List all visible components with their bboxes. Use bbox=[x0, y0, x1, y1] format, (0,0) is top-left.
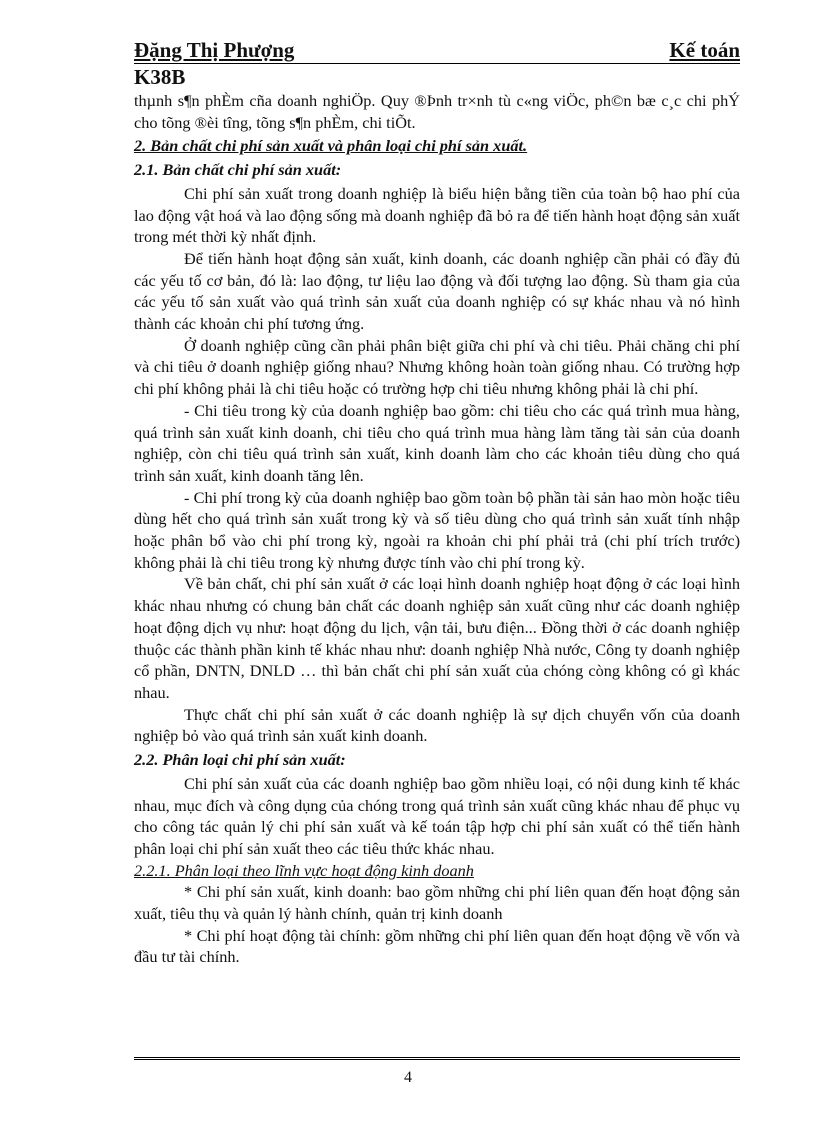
header-class: K38B bbox=[134, 65, 186, 89]
section-2-1-heading: 2.1. Bản chất chi phí sản xuất: bbox=[134, 160, 342, 180]
document-page bbox=[134, 0, 740, 968]
paragraph: Chi phí sản xuất trong doanh nghiệp là biểu hiện bằng tiền của toàn bộ hao phí của lao động vật hoá và lao động sống mà doanh nghiệp đã bỏ ra để tiến hành hoạt động sản xuất trong mét thời kỳ nhất định. bbox=[134, 183, 740, 247]
intro-continuation: thµnh s¶n phÈm cña doanh nghiÖp. Quy ®Þnh tr×nh tù c«ng viÖc, ph©n bæ c¸c chi phÝ cho tõng ®èi tîng, tõng s¶n phÈm, chi tiÕt. bbox=[134, 91, 740, 132]
paragraph: - Chi phí trong kỳ của doanh nghiệp bao gồm toàn bộ phần tài sản hao mòn hoặc tiêu dùng hết cho quá trình sản xuất trong kỳ và số tiêu dùng cho quá trình sản xuất tính nhập hoặc phân bổ vào chi phí trong kỳ, ngoài ra khoản chi phí phải trả (chi phí trích trước) không phải là chi tiêu trong kỳ nhưng được tính vào chi phí trong kỳ. bbox=[134, 487, 740, 572]
footer-rule bbox=[134, 1057, 740, 1063]
paragraph: * Chi phí hoạt động tài chính: gồm những chi phí liên quan đến hoạt động về vốn và đầu tư tài chính. bbox=[134, 925, 740, 967]
section-2-2-1-heading: 2.2.1. Phân loại theo lĩnh vực hoạt động kinh doanh bbox=[134, 860, 474, 880]
header-subject: Kế toán bbox=[669, 38, 740, 62]
header-rule bbox=[134, 63, 740, 64]
section-2-heading: 2. Bản chất chi phí sản xuất và phân loại chi phí sản xuất. bbox=[134, 136, 528, 156]
page-header bbox=[134, 0, 740, 68]
paragraph: Để tiến hành hoạt động sản xuất, kinh doanh, các doanh nghiệp cần phải có đầy đủ các yếu tố cơ bản, đó là: lao động, tư liệu lao động và đối tượng lao động. Sù tham gia của các yếu tố sản xuất vào quá trình sản xuất của doanh nghiệp có sự khác nhau và nó hình thành các khoản chi phí tương ứng. bbox=[134, 248, 740, 334]
paragraph: - Chi tiêu trong kỳ của doanh nghiệp bao gồm: chi tiêu cho các quá trình mua hàng, quá trình sản xuất kinh doanh, chi tiêu cho quá trình mua hàng làm tăng tài sản của doanh nghiệp, còn chi tiêu quá trình sản xuất, kinh doanh làm cho các khoản tiêu dùng cho quá trình sản xuất, kinh doanh tăng lên. bbox=[134, 400, 740, 485]
section-2-2-heading: 2.2. Phân loại chi phí sản xuất: bbox=[134, 750, 346, 770]
paragraph: Ở doanh nghiệp cũng cần phải phân biệt giữa chi phí và chi tiêu. Phải chăng chi phí và chi tiêu ở doanh nghiệp giống nhau? Nhưng không hoàn toàn giống nhau. Có trường hợp chi phí không phải là chi tiêu hoặc có trường hợp chi tiêu nhưng không phải là chi phí. bbox=[134, 335, 740, 399]
page-number: 4 bbox=[404, 1069, 412, 1086]
header-author: Đặng Thị Phượng bbox=[134, 38, 295, 62]
paragraph: Chi phí sản xuất của các doanh nghiệp bao gồm nhiều loại, có nội dung kinh tế khác nhau, mục đích và công dụng của chóng trong quá trình sản xuất cũng khác nhau để phục vụ cho công tác quản lý chi phí sản xuất và kế toán tập hợp chi phí sản xuất có thể tiến hành phân loại chi phí sản xuất theo các tiêu thức khác nhau. bbox=[134, 773, 740, 858]
document-body bbox=[134, 90, 740, 968]
paragraph: Thực chất chi phí sản xuất ở các doanh nghiệp là sự dịch chuyển vốn của doanh nghiệp bỏ vào quá trình sản xuất kinh doanh. bbox=[134, 704, 740, 746]
paragraph: Về bản chất, chi phí sản xuất ở các loại hình doanh nghiệp hoạt động ở các loại hình khác nhau nhưng có chung bản chất các doanh nghiệp sản xuất cũng như các doanh nghiệp hoạt động dịch vụ như: hoạt động du lịch, vận tải, bưu điện... Đồng thời ở các doanh nghiệp thuộc các thành phần kinh tế khác nhau như: doanh nghiệp Nhà nước, Công ty doanh nghiệp cổ phần, DNTN, DNLD … thì bản chất chi phí sản xuất của chóng còng không có gì khác nhau. bbox=[134, 574, 740, 702]
paragraph: * Chi phí sản xuất, kinh doanh: bao gồm những chi phí liên quan đến hoạt động sản xuất, tiêu thụ và quản lý hành chính, quản trị kinh doanh bbox=[134, 882, 740, 924]
